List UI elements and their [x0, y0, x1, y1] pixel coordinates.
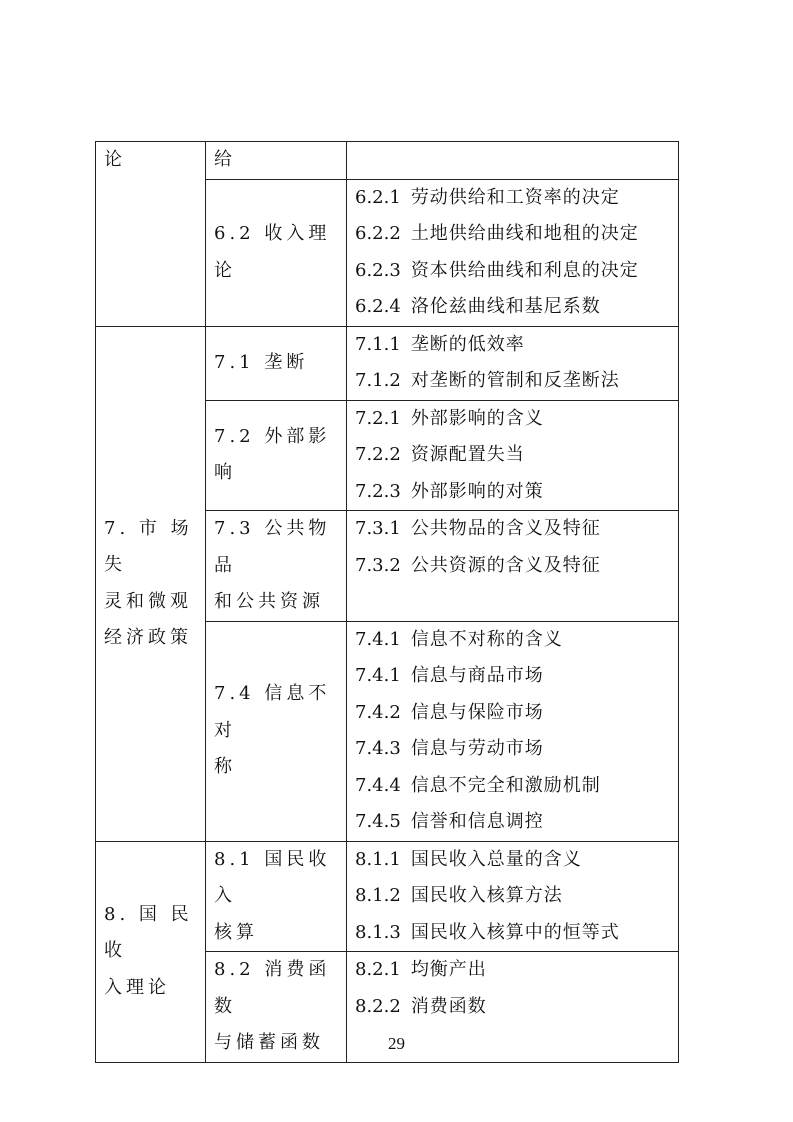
topics-cell [347, 142, 679, 180]
topic-item [355, 952, 678, 989]
topic-item [355, 437, 678, 474]
topic-text: 土地供给曲线和地租的决定 [410, 223, 639, 244]
section-title: 7.3 公共物品 和公共资源 [214, 518, 331, 612]
chapter-cell [96, 142, 206, 327]
chapter-cell [96, 841, 206, 1062]
topic-text: 信息不对称的含义 [410, 628, 563, 650]
topics-cell [347, 841, 679, 952]
topic-number: 7.2.1 [355, 407, 401, 429]
topic-text: 外部影响的对策 [410, 480, 544, 502]
topics-cell [347, 400, 679, 511]
section-cell [206, 511, 347, 622]
section-cell [206, 142, 347, 180]
topic-text: 国民收入总量的含义 [410, 848, 582, 870]
chapter-title: 论 [104, 149, 126, 170]
topics-cell [347, 179, 679, 326]
topic-item [355, 804, 678, 841]
topic-text: 资本供给曲线和利息的决定 [410, 259, 639, 281]
section-cell [206, 621, 347, 841]
topic-number: 7.2.3 [355, 480, 401, 502]
topic-number: 7.3.1 [355, 518, 401, 539]
topic-text: 国民收入核算中的恒等式 [410, 921, 620, 943]
section-title: 7.2 外部影响 [214, 425, 331, 484]
topic-number: 6.2.1 [355, 186, 401, 208]
topic-text: 公共物品的含义及特征 [410, 518, 601, 539]
topic-item [355, 768, 678, 805]
topic-item [355, 548, 678, 585]
table-row [96, 841, 679, 952]
section-title: 7.1 垄断 [214, 351, 309, 373]
topic-number: 7.4.3 [355, 738, 401, 759]
topic-number: 8.1.3 [355, 921, 401, 943]
section-title: 8.2 消费函数 与储蓄函数 [214, 959, 331, 1053]
section-cell [206, 326, 347, 400]
topic-number: 7.1.1 [355, 333, 401, 355]
section-cell [206, 400, 347, 511]
topic-text: 国民收入核算方法 [410, 885, 563, 906]
topic-item [355, 401, 678, 438]
topic-text: 对垄断的管制和反垄断法 [410, 370, 620, 391]
section-title: 8.1 国民收入 核算 [214, 848, 331, 943]
topic-text: 公共资源的含义及特征 [410, 554, 601, 576]
topic-item [355, 842, 678, 879]
topic-item [355, 180, 678, 217]
topic-number: 7.4.4 [355, 774, 401, 796]
topic-number: 6.2.2 [355, 223, 401, 244]
table-row [96, 326, 679, 400]
topic-item [355, 989, 678, 1026]
chapter-title: 8. 国 民 收 入理论 [104, 903, 193, 998]
topic-text: 外部影响的含义 [410, 407, 544, 429]
topic-number: 7.4.1 [355, 665, 401, 686]
topic-number: 7.2.2 [355, 444, 401, 465]
section-cell [206, 841, 347, 952]
topic-text: 垄断的低效率 [410, 333, 525, 355]
topic-text: 消费函数 [410, 995, 487, 1017]
topic-item [355, 695, 678, 732]
topic-item [355, 878, 678, 915]
topic-text: 信息不完全和激励机制 [410, 774, 601, 796]
topic-text: 信誉和信息调控 [410, 811, 544, 832]
topic-text: 洛伦兹曲线和基尼系数 [410, 296, 601, 317]
topics-cell [347, 511, 679, 622]
syllabus-table [95, 141, 679, 1063]
chapter-title: 7. 市 场 失 灵和微观 经济政策 [104, 517, 193, 648]
topic-item [355, 363, 678, 400]
topic-text: 信息与商品市场 [410, 665, 544, 686]
topic-item [355, 216, 678, 253]
table-row [96, 142, 679, 180]
section-cell [206, 179, 347, 326]
topic-item [355, 474, 678, 511]
topic-item [355, 327, 678, 364]
topic-number: 8.2.1 [355, 959, 401, 980]
topic-item [355, 511, 678, 548]
topic-number: 8.1.1 [355, 848, 401, 870]
topic-text: 均衡产出 [410, 959, 487, 980]
topic-number: 7.4.1 [355, 628, 401, 650]
section-title: 给 [214, 149, 236, 170]
chapter-cell [96, 326, 206, 841]
topic-text: 劳动供给和工资率的决定 [410, 186, 620, 208]
topic-number: 7.4.5 [355, 811, 401, 832]
topic-number: 7.3.2 [355, 554, 401, 576]
topic-number: 8.2.2 [355, 995, 401, 1017]
section-title: 7.4 信息不对 称 [214, 683, 331, 778]
topic-number: 7.1.2 [355, 370, 401, 391]
topic-text: 信息与保险市场 [410, 701, 544, 723]
topics-cell [347, 326, 679, 400]
topics-cell [347, 621, 679, 841]
topic-item [355, 253, 678, 290]
section-title: 6.2 收入理论 [214, 223, 331, 281]
topic-text: 信息与劳动市场 [410, 738, 544, 759]
page-number: 29 [388, 1034, 405, 1053]
topic-number: 6.2.4 [355, 296, 401, 317]
topic-item [355, 915, 678, 952]
topic-item [355, 731, 678, 768]
topic-item [355, 289, 678, 326]
topic-text: 资源配置失当 [410, 444, 525, 465]
topic-number: 8.1.2 [355, 885, 401, 906]
topic-number: 7.4.2 [355, 701, 401, 723]
topic-number: 6.2.3 [355, 259, 401, 281]
topic-item [355, 622, 678, 659]
topic-item [355, 658, 678, 695]
